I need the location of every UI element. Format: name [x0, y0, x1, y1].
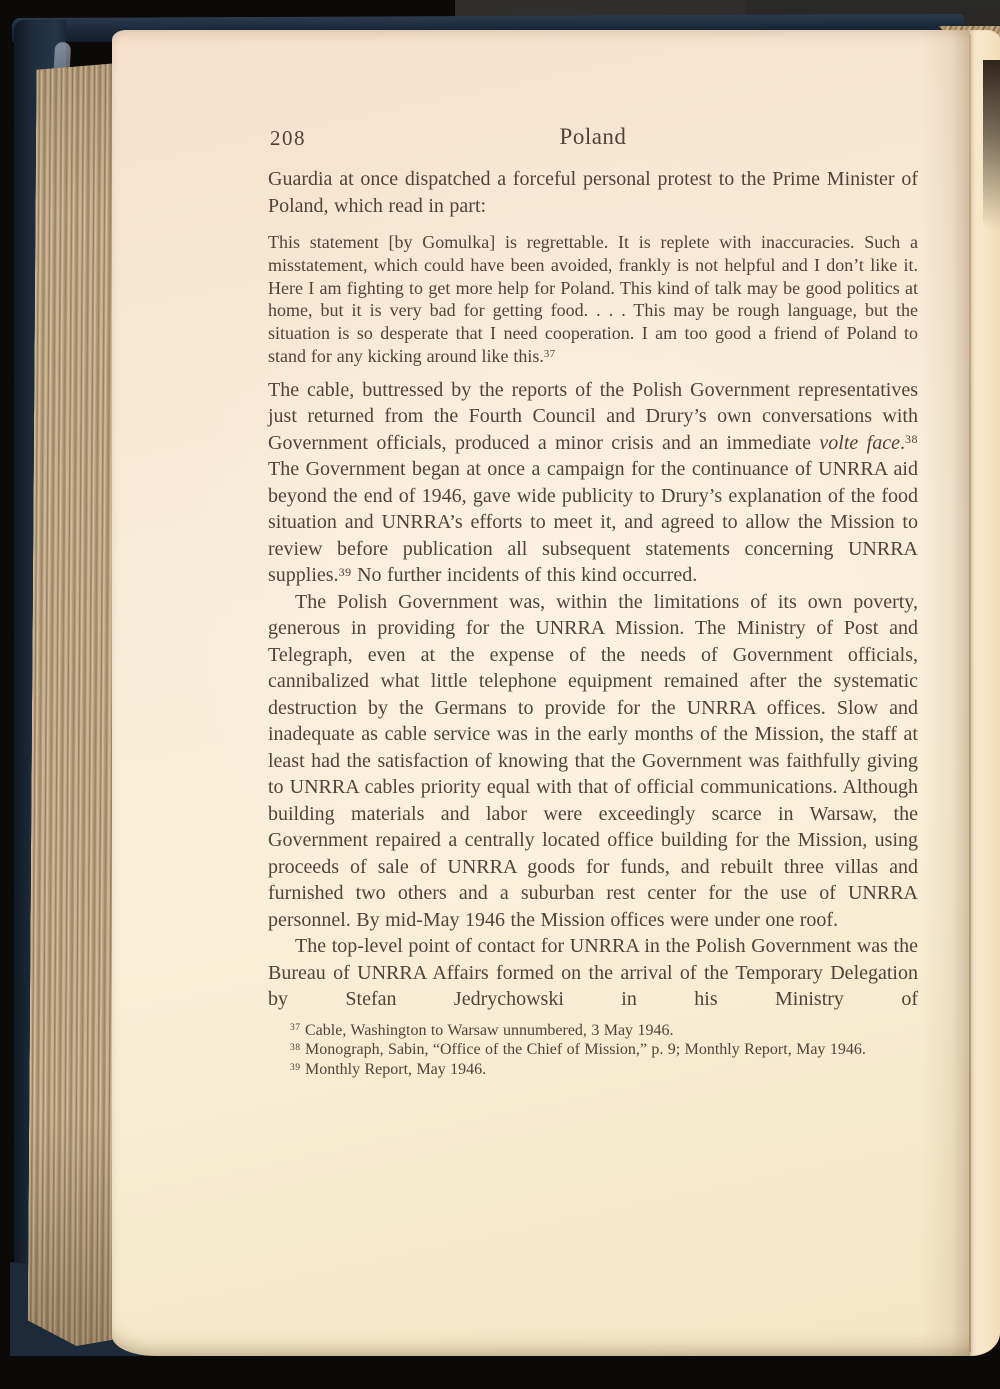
text-run: No further incidents of this kind occurred. [351, 564, 698, 587]
text-run: This statement [by Gomulka] is regrettable. It is replete with inaccuracies. Such a misstatement, which could have been avoided, frankly is not helpful and I don’t like it. Here I am fighting to get more help for Poland. This kind of talk may be good politics at home, but it is very bad for getting food. . . . This may be rough language, but the situation is so desperate that I need cooperation. I am too good a friend of Poland to stand for any kicking around like this. [268, 232, 918, 366]
text-run: The cable, buttressed by the reports of the Polish Government representatives just returned from the Fourth Council and Drury’s own conversations with Government officials, produced a minor crisis and an immediate [268, 378, 918, 454]
footnote-number: 39 [290, 1061, 301, 1073]
text-run: The Government began at once a campaign for the continuance of UNRRA aid beyond the end of 1946, gave wide publicity to Drury’s explanation of the food situation and UNRRA’s efforts to meet it, and agreed to allow the Mission to review before publication all subsequent statements concerning UNRRA supplies. [268, 458, 918, 587]
page-gap-shadow [983, 60, 1000, 230]
body-text [268, 166, 918, 1013]
footnotes [268, 1021, 918, 1080]
footnote-reference: 38 [905, 432, 918, 447]
book-page [112, 30, 1000, 1356]
paragraph [268, 589, 918, 934]
footnote: $^{37}$ Cable, Washington to Warsaw unnumbered, 3 May 1946. [290, 1021, 674, 1039]
page-number: 208 [270, 126, 306, 150]
text-run: Guardia at once dispatched a forceful personal protest to the Prime Minister of Poland, which read in part: [268, 168, 918, 217]
footnote-number: 37 [290, 1022, 301, 1034]
paragraph [268, 166, 918, 219]
paragraph [268, 377, 918, 589]
text-run: The top-level point of contact for UNRRA in the Polish Government was the Bureau of UNRRA Affairs formed on the arrival of the Temporary Delegation by Stefan Jedrychowski in his Ministry of [268, 935, 918, 1011]
footnote-reference: 39 [338, 564, 352, 579]
text-run: The Polish Government was, within the limitations of its own poverty, generous in providing for the UNRRA Mission. The Ministry of Post and Telegraph, even at the expense of the needs of Government officials, cannibalized what little telephone equipment remained after the systematic destruction by the Germans to provide for the UNRRA offices. Slow and inadequate as cable service was in the early months of the Mission, the staff at least had the satisfaction of knowing that the Government was faithfully giving to UNRRA cables priority equal with that of official communications. Although building materials and labor were exceedingly scarce in Warsaw, the Government repaired a centrally located office building for the Mission, using proceeds of sale of UNRRA goods for funds, and rebuilt three villas and furnished two others and a suburban rest center for the use of UNRRA personnel. By mid-May 1946 the Mission offices were under one roof. [268, 590, 918, 931]
text-run: . [900, 431, 905, 454]
footnote: $^{38}$ Monograph, Sabin, “Office of the Chief of Mission,” p. 9; Monthly Report, May 1946. [290, 1041, 866, 1059]
page-header [268, 120, 918, 154]
running-head: Poland [559, 124, 627, 149]
italic-phrase: volte face [819, 431, 900, 454]
footnote: $^{39}$ Monthly Report, May 1946. [290, 1060, 487, 1078]
paragraph [268, 933, 918, 1013]
gutter-shadow [922, 30, 970, 1356]
footnote-reference: 37 [543, 348, 556, 361]
page-content [268, 120, 918, 1080]
blockquote [268, 231, 918, 368]
footnote-number: 38 [290, 1042, 301, 1054]
